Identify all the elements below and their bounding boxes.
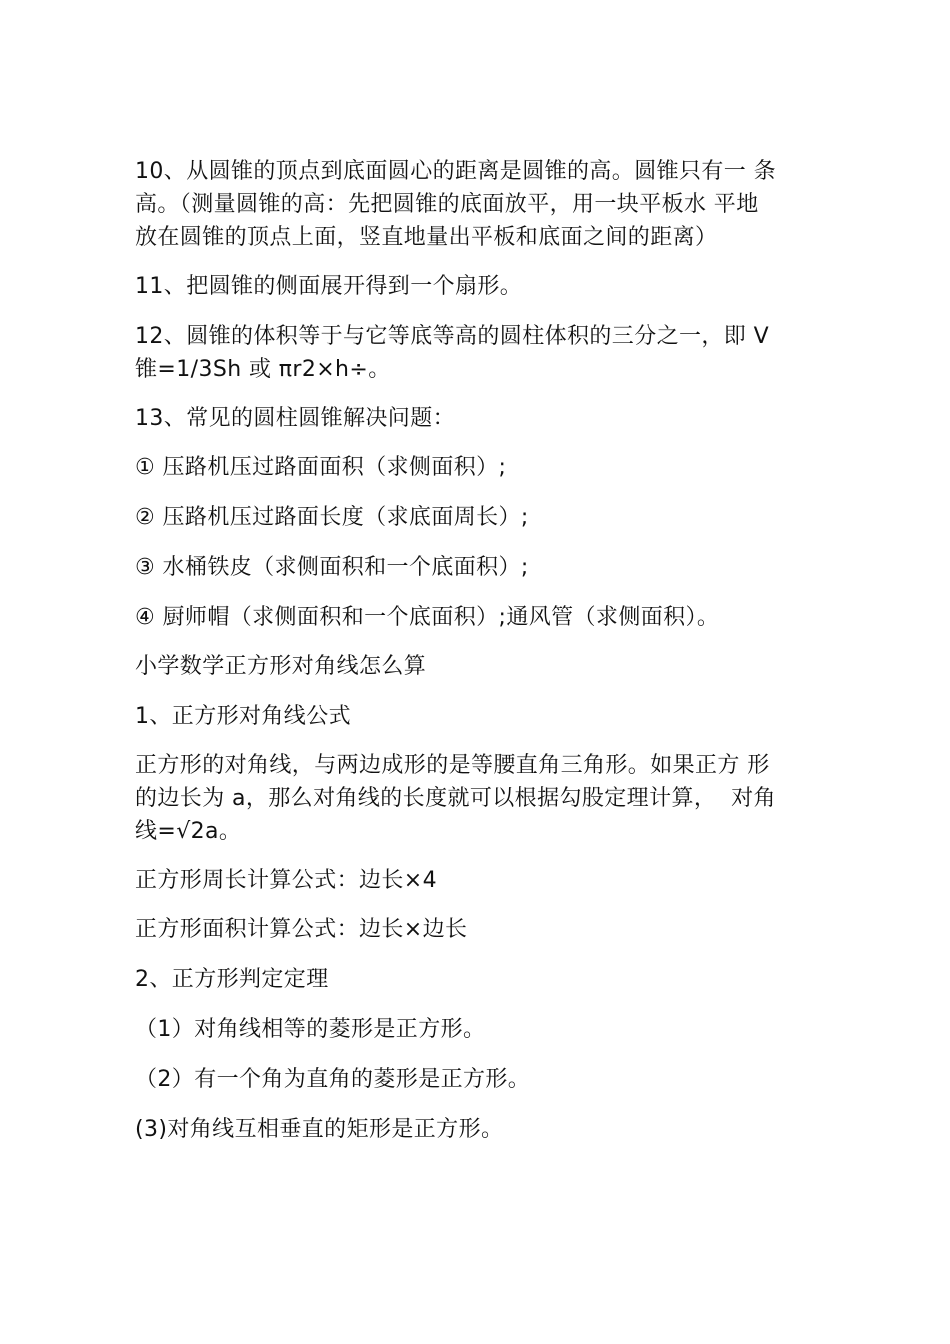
- paragraph-area: [135, 913, 825, 946]
- text-line: 2、正方形判定定理: [135, 967, 329, 992]
- text-line: 13、常见的圆柱圆锥解决问题：: [135, 406, 455, 431]
- text-line: (3)对角线互相垂直的矩形是正方形。: [135, 1117, 504, 1142]
- text-line: ③ 水桶铁皮（求侧面积和一个底面积）;: [135, 555, 529, 580]
- text-line: 11、把圆锥的侧面展开得到一个扇形。: [135, 274, 523, 299]
- text-line: 12、圆锥的体积等于与它等底等高的圆柱体积的三分之一，即 V: [135, 324, 770, 349]
- paragraph-cone-lateral: [135, 270, 825, 303]
- theorem-3: [135, 1113, 825, 1146]
- text-line: 线=√2a。: [135, 819, 242, 844]
- paragraph-cone-volume: [135, 320, 825, 386]
- paragraph-perimeter: [135, 864, 825, 897]
- text-line: ④ 厨师帽（求侧面积和一个底面积）;通风管（求侧面积）。: [135, 605, 720, 630]
- text-line: （2）有一个角为直角的菱形是正方形。: [135, 1067, 531, 1092]
- paragraph-problems-heading: [135, 402, 825, 435]
- text-line: 锥=1/3Sh 或 πr2×h÷。: [135, 357, 391, 382]
- text-line: 放在圆锥的顶点上面，竖直地量出平板和底面之间的距离）: [135, 225, 718, 250]
- paragraph-diagonal: [135, 749, 825, 848]
- text-line: ① 压路机压过路面面积（求侧面积）;: [135, 455, 507, 480]
- text-line: 小学数学正方形对角线怎么算: [135, 654, 427, 679]
- text-line: 1、正方形对角线公式: [135, 704, 351, 729]
- text-line: ② 压路机压过路面长度（求底面周长）;: [135, 505, 529, 530]
- list-item-4: [135, 601, 825, 634]
- theorem-2: [135, 1063, 825, 1096]
- subheading-diagonal-formula: [135, 700, 825, 733]
- list-item-3: [135, 551, 825, 584]
- text-line: （1）对角线相等的菱形是正方形。: [135, 1017, 486, 1042]
- text-line: 正方形面积计算公式：边长×边长: [135, 917, 468, 942]
- subheading-theorems: [135, 963, 825, 996]
- paragraph-cone-height: [135, 155, 825, 254]
- text-line: 正方形周长计算公式：边长×4: [135, 868, 438, 893]
- text-line: 10、从圆锥的顶点到底面圆心的距离是圆锥的高。圆锥只有一 条: [135, 159, 776, 184]
- text-line: 的边长为 a，那么对角线的长度就可以根据勾股定理计算， 对角: [135, 786, 776, 811]
- theorem-1: [135, 1013, 825, 1046]
- text-line: 高。（测量圆锥的高：先把圆锥的底面放平，用一块平板水 平地: [135, 192, 759, 217]
- section-heading-square-diagonal: [135, 650, 825, 683]
- list-item-2: [135, 501, 825, 534]
- text-line: 正方形的对角线，与两边成形的是等腰直角三角形。如果正方 形: [135, 753, 770, 778]
- list-item-1: [135, 451, 825, 484]
